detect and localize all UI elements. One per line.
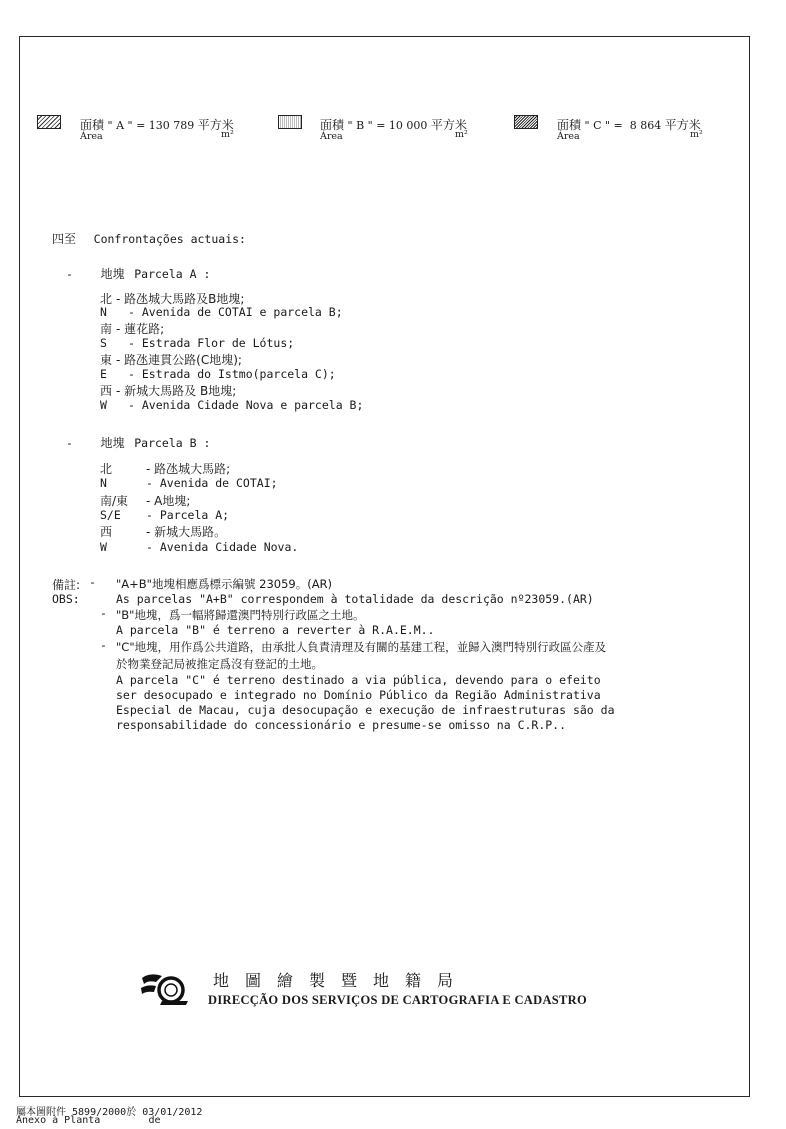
area-a-pt: Área	[80, 131, 103, 142]
page-frame	[19, 36, 750, 1097]
list-item: 南/東 - A地塊;	[100, 494, 191, 508]
note-line: 於物業登記局被推定爲沒有登記的土地。	[116, 657, 323, 671]
area-b-unit: m²	[455, 129, 468, 140]
list-item: N - Avenida de COTAI e parcela B;	[100, 305, 343, 319]
area-b-zh: 面積	[320, 118, 345, 132]
list-item: 西 - 新城大馬路。	[100, 525, 227, 539]
parcela-b-title-pt: Parcela B :	[134, 436, 211, 450]
note-line: "C"地塊，用作爲公共道路，由承批人負責清理及有關的基建工程，並歸入澳門特別行政區公產及	[116, 640, 607, 654]
hatch-a-swatch	[37, 115, 61, 129]
area-b-pt: Área	[320, 131, 343, 142]
hatch-c-swatch	[514, 115, 538, 129]
list-item: N - Avenida de COTAI;	[100, 476, 278, 490]
list-item: 東 - 路氹連貫公路(C地塊);	[100, 353, 242, 367]
list-item: W - Avenida Cidade Nova e parcela B;	[100, 398, 364, 412]
agency-emblem-icon	[140, 970, 192, 1006]
area-a-unit-zh: 平方米	[197, 118, 234, 132]
notes-label-zh: 備註:	[52, 578, 81, 592]
area-a-unit: m²	[221, 129, 234, 140]
list-item: E - Estrada do Istmo(parcela C);	[100, 367, 336, 381]
confront-heading-zh: 四至	[52, 232, 77, 246]
list-item: W - Avenida Cidade Nova.	[100, 540, 299, 554]
list-item: 北 - 路氹城大馬路;	[100, 462, 231, 476]
agency-name-pt: DIRECÇÃO DOS SERVIÇOS DE CARTOGRAFIA E CADASTRO	[208, 993, 588, 1007]
agency-name-zh: 地 圖 繪 製 暨 地 籍 局	[213, 971, 454, 990]
list-item: 南 - 蓮花路;	[100, 322, 165, 336]
annex-line-1: 屬本圖附件 5899/2000於 03/01/2012	[16, 1107, 203, 1118]
parcela-a-heading	[66, 263, 210, 282]
note-line: responsabilidade do concessionário e presume-se omisso na C.R.P..	[116, 718, 567, 732]
area-c-unit-zh: 平方米	[664, 118, 701, 132]
area-b-unit-zh: 平方米	[430, 118, 467, 132]
note-line: Especial de Macau, cuja desocupação e execução de infraestruturas são da	[116, 703, 615, 717]
list-item: 西 - 新城大馬路及 B地塊;	[100, 384, 237, 398]
note-line: ser desocupado e integrado no Domínio Público da Região Administrativa	[116, 688, 601, 702]
bullet-dash: -	[66, 267, 73, 281]
area-c-zh: 面積	[557, 118, 582, 132]
list-item: S/E - Parcela A;	[100, 508, 230, 522]
confront-heading-pt: Confrontações actuais:	[93, 232, 246, 246]
notes-label-pt: OBS:	[52, 592, 80, 606]
note-dash: -	[100, 638, 107, 652]
note-line: As parcelas "A+B" correspondem à totalidade da descrição nº23059.(AR)	[116, 592, 594, 606]
parcela-a-title-pt: Parcela A :	[134, 267, 211, 281]
confront-heading	[52, 228, 246, 247]
parcela-a-title-zh: 地塊	[100, 267, 125, 281]
area-a-value: " A " = 130 789	[107, 119, 195, 132]
area-a-zh: 面積	[80, 118, 105, 132]
note-line: A parcela "B" é terreno a reverter à R.A.E.M..	[116, 623, 435, 637]
parcela-b-heading	[66, 432, 210, 451]
note-line: A parcela "C" é terreno destinado a via pública, devendo para o efeito	[116, 673, 601, 687]
area-c-pt: Área	[557, 131, 580, 142]
area-b-value: " B " = 10 000	[347, 119, 428, 132]
note-line: "A+B"地塊相應爲標示編號 23059。(AR)	[116, 577, 333, 591]
note-dash: -	[89, 575, 96, 589]
area-c-unit: m²	[690, 129, 703, 140]
list-item: S - Estrada Flor de Lótus;	[100, 336, 295, 350]
list-item: 北 - 路氹城大馬路及B地塊;	[100, 292, 245, 306]
bullet-dash: -	[66, 436, 73, 450]
note-dash: -	[100, 606, 107, 620]
annex-line-2: Anexo à Planta de	[16, 1115, 161, 1126]
hatch-b-swatch	[278, 115, 302, 129]
parcela-b-title-zh: 地塊	[100, 436, 125, 450]
note-line: "B"地塊，爲一幅將歸還澳門特別行政區之土地。	[116, 608, 365, 622]
area-c-value: " C " = 8 864	[584, 119, 662, 132]
